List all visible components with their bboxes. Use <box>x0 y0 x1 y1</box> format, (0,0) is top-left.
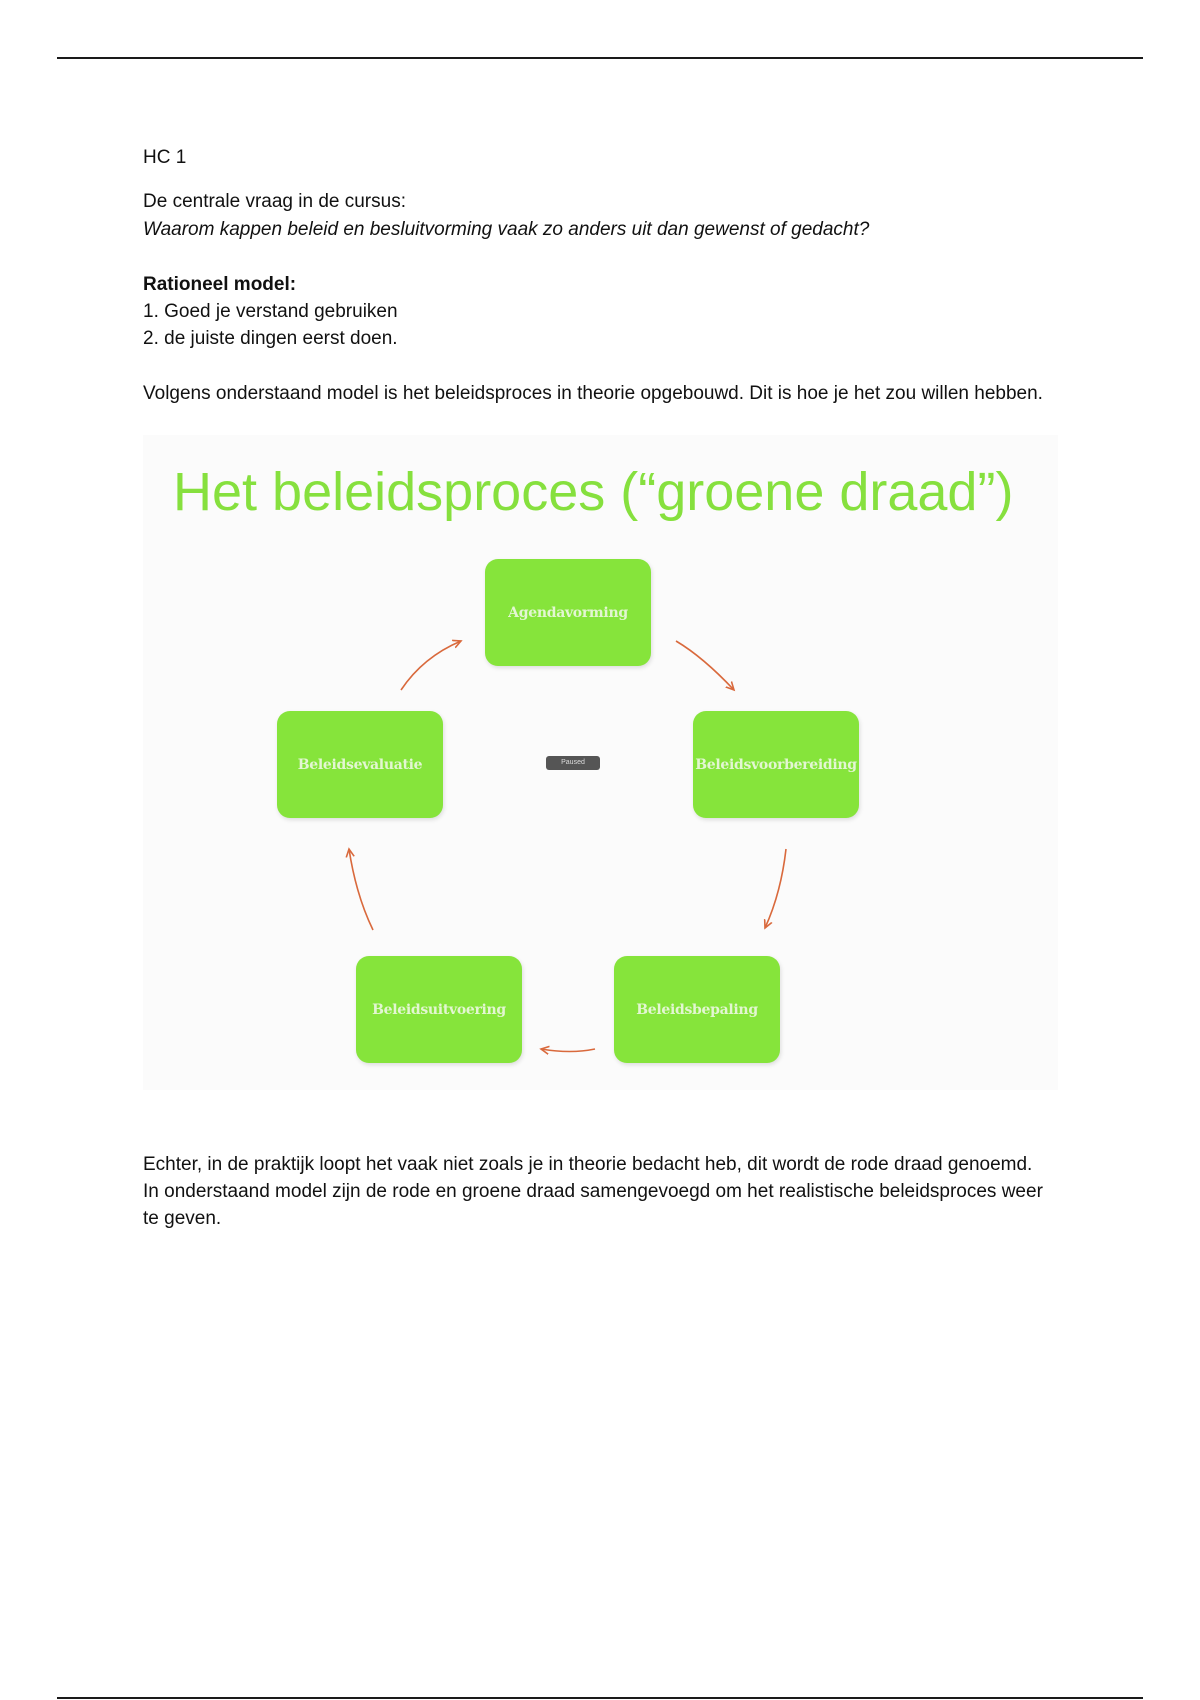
rational-model-title: Rationeel model: <box>143 274 297 295</box>
closing-paragraph: Echter, in de praktijk loopt het vaak niet zoals je in theorie bedacht heb, dit wordt de rode draad genoemd. In onderstaand model zijn de rode en groene draad samengevoegd om het realistische beleidsproces weer te geven. <box>143 1154 1043 1229</box>
central-question: Waarom kappen beleid en besluitvorming vaak zo anders uit dan gewenst of gedacht? <box>143 219 870 240</box>
arrow-evaluatie-to-agenda <box>401 641 461 690</box>
stage-agendavorming: Agendavorming <box>485 559 651 666</box>
arrow-agenda-to-voorbereiding <box>676 641 734 690</box>
rational-model-item-2: 2. de juiste dingen eerst doen. <box>143 328 398 349</box>
question-intro: De centrale vraag in de cursus: <box>143 191 406 212</box>
stage-beleidsvoorbereiding: Beleidsvoorbereiding <box>693 711 859 818</box>
diagram-title: Het beleidsproces (“groene draad”) <box>173 462 1014 522</box>
footer-rule <box>57 1697 1143 1699</box>
page-heading: HC 1 <box>143 147 187 168</box>
policy-cycle-diagram <box>143 435 1058 1090</box>
stage-beleidsevaluatie: Beleidsevaluatie <box>277 711 443 818</box>
arrow-voorbereiding-to-bepaling <box>765 849 786 928</box>
stage-beleidsuitvoering: Beleidsuitvoering <box>356 956 522 1063</box>
rational-model-item-1: 1. Goed je verstand gebruiken <box>143 301 398 322</box>
arrow-uitvoering-to-evaluatie <box>349 849 373 930</box>
arrow-bepaling-to-uitvoering <box>541 1049 595 1052</box>
intro-paragraph: Volgens onderstaand model is het beleidsproces in theorie opgebouwd. Dit is hoe je het zou willen hebben. <box>143 383 1043 404</box>
stage-beleidsbepaling: Beleidsbepaling <box>614 956 780 1063</box>
header-rule <box>57 57 1143 59</box>
paused-badge: Paused <box>546 756 600 770</box>
